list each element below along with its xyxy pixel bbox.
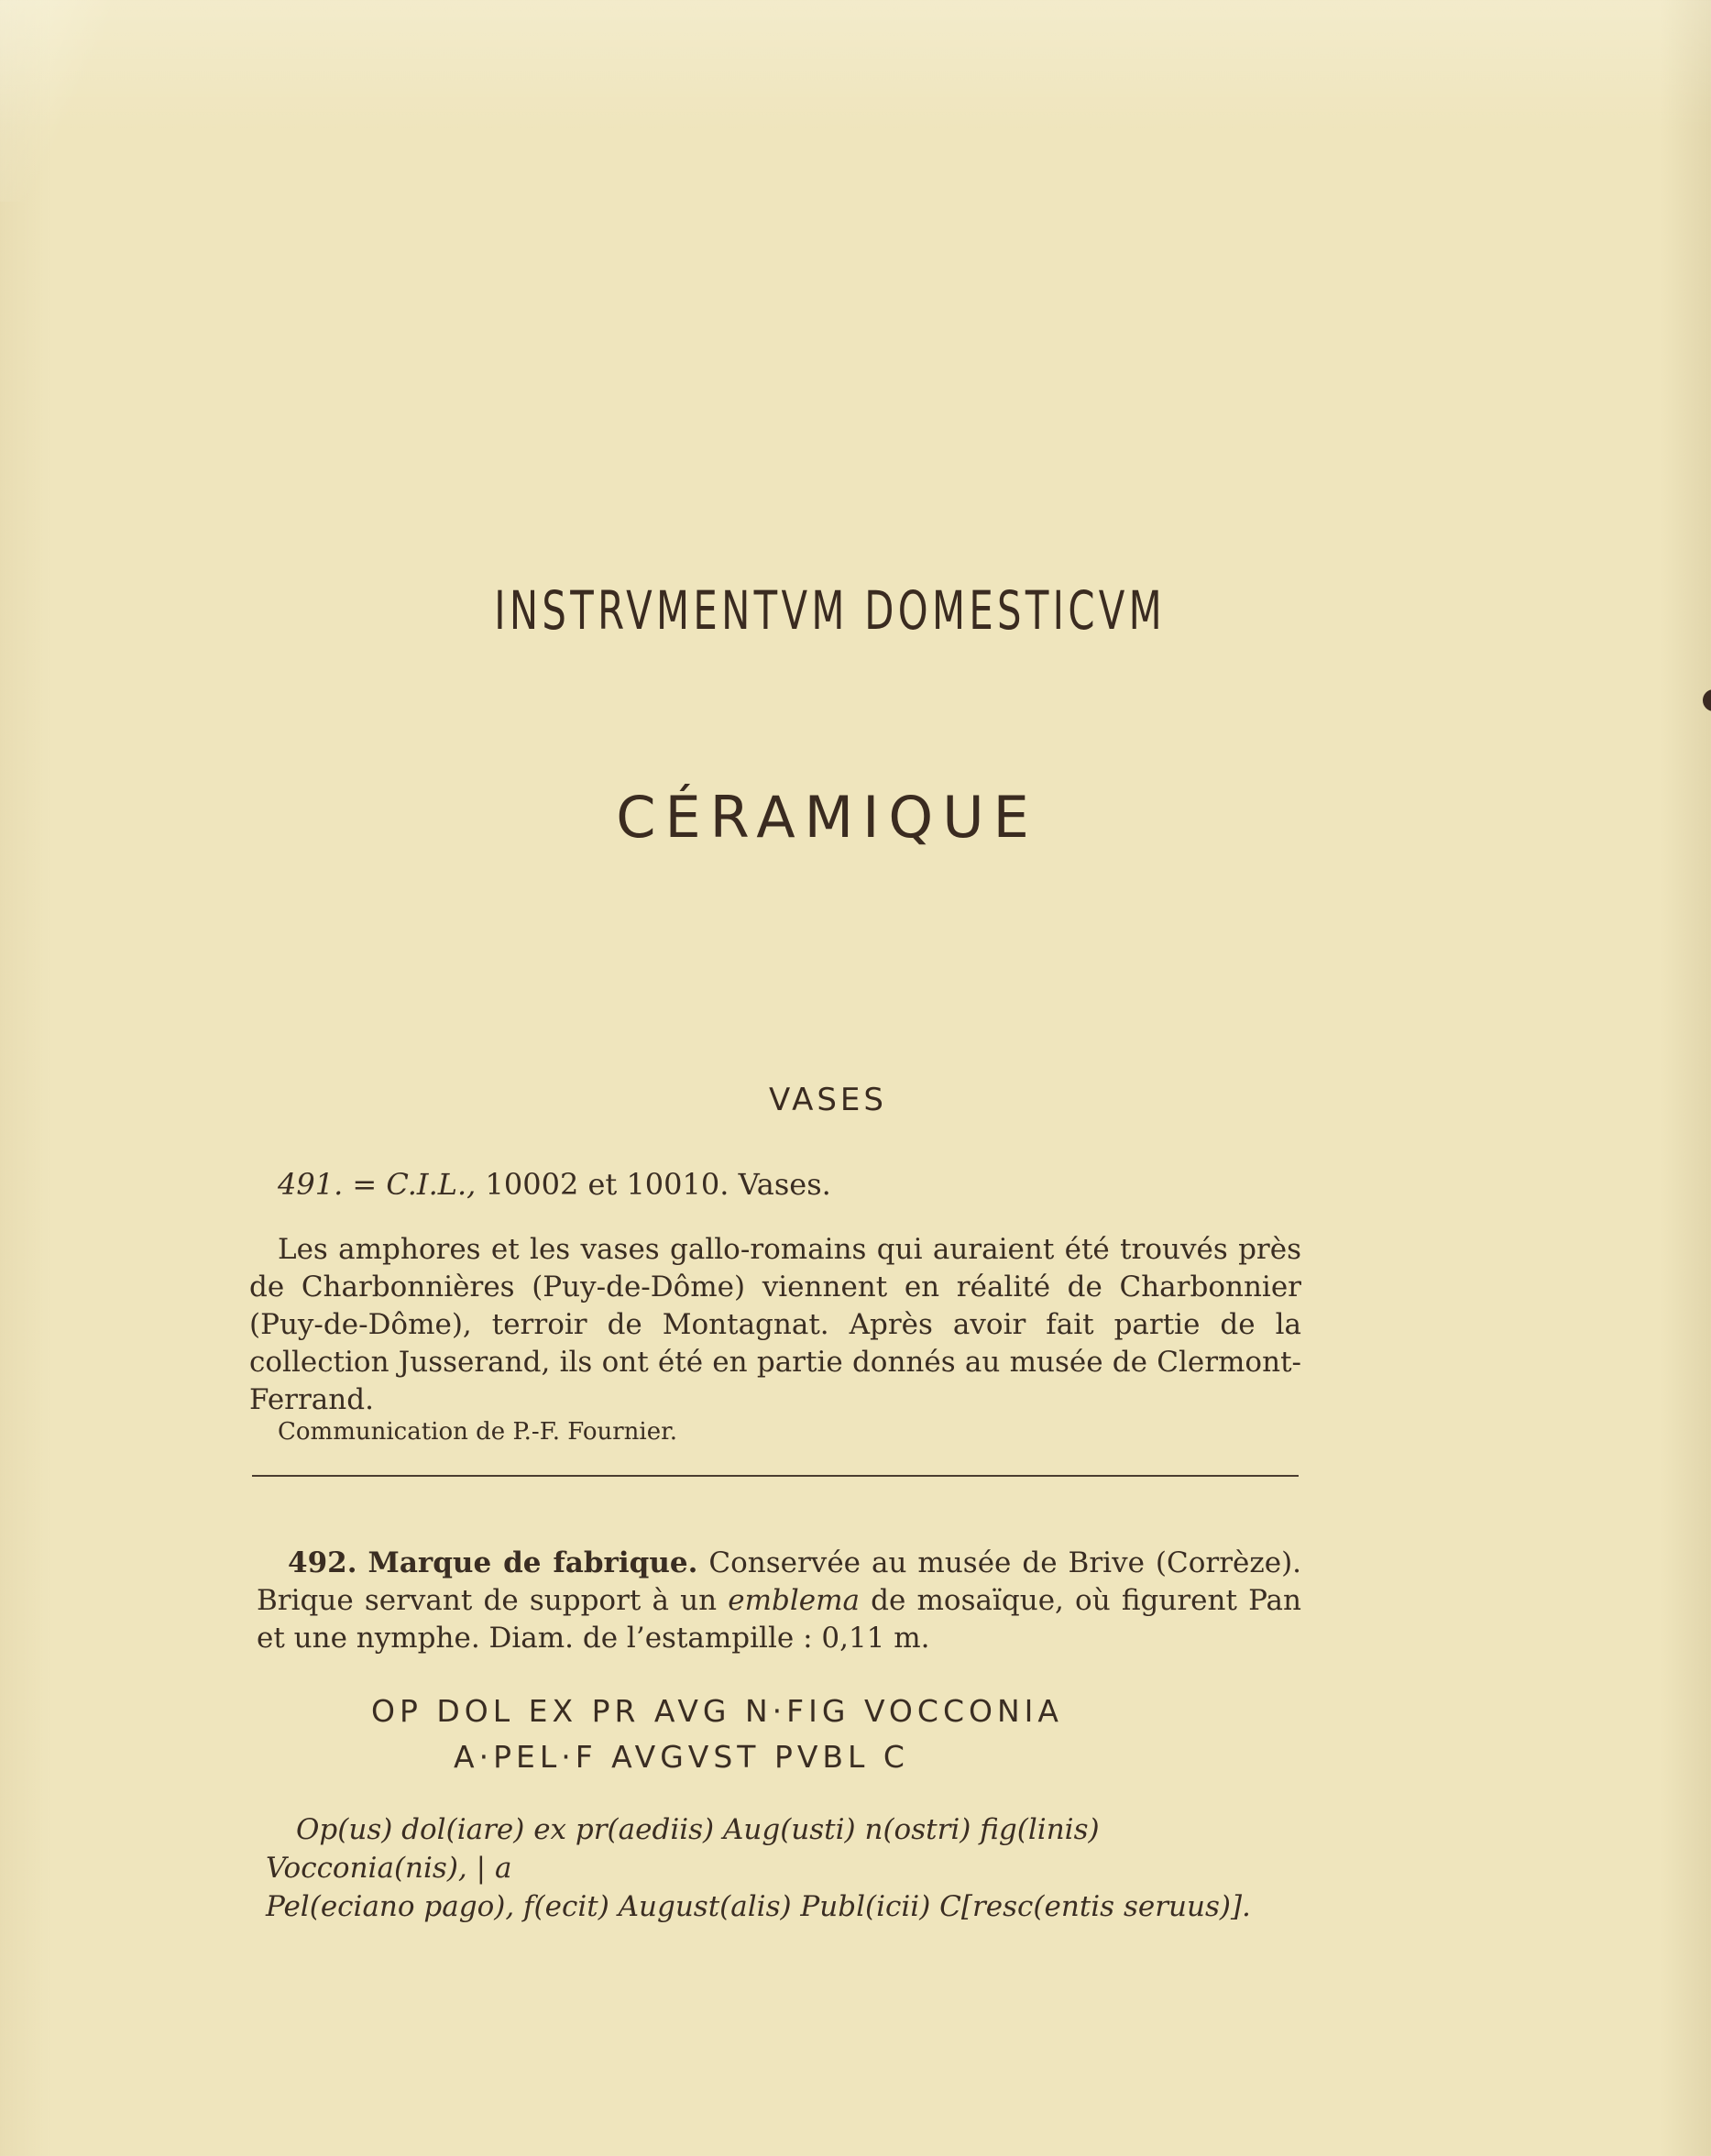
inscription-line-1: OP DOL EX PR AVG N·FIG VOCCONIA xyxy=(371,1693,1063,1729)
entry-491-eq: = xyxy=(352,1167,387,1202)
entry-492-text-a: Conservée au musée de Brive (Corrèze). Brique servant de support à un xyxy=(257,1546,1302,1617)
transcription xyxy=(266,1810,1303,1926)
page-fold-highlight xyxy=(0,0,110,202)
entry-492-text-b: de mosaïque, où figurent Pan et une nymphe. Diam. de l’estampille : 0,11 m. xyxy=(257,1584,1302,1655)
subsection-heading: VASES xyxy=(769,1082,887,1118)
transcription-line-2: Pel(eciano pago), f(ecit) August(alis) Publ(icii) C[resc(entis seruus)]. xyxy=(266,1890,1251,1923)
page-edge-mark xyxy=(1703,689,1711,711)
transcription-line-1: Op(us) dol(iare) ex pr(aediis) Aug(usti) n(ostri) fig(linis) Vocconia(nis), | a xyxy=(266,1813,1100,1885)
entry-492-italic: emblema xyxy=(728,1584,860,1617)
inscription-line-2: A·PEL·F AVGVST PVBL C xyxy=(454,1739,909,1775)
chapter-heading: CÉRAMIQUE xyxy=(616,784,1038,851)
entry-492-title: Marque de fabrique. xyxy=(367,1546,698,1579)
entry-491-paragraph: Les amphores et les vases gallo-romains qui auraient été trouvés près de Charbonnières (Puy-de-Dôme) viennent en réalité de Charbonnier (Puy-de-Dôme), terroir de Montagnat. Après avoir fait partie de la collection Jusserand, ils ont été en partie donnés au musée de Clermont-Ferrand. xyxy=(249,1233,1301,1416)
section-divider xyxy=(252,1475,1299,1477)
section-heading: INSTRVMENTVM DOMESTICVM xyxy=(494,579,1167,642)
entry-491-ref: 10002 et 10010. Vases. xyxy=(476,1167,831,1202)
entry-491-number: 491. xyxy=(278,1167,344,1202)
entry-491-source: C.I.L., xyxy=(386,1167,477,1202)
entry-491-header xyxy=(278,1167,831,1202)
entry-492-paragraph xyxy=(257,1545,1301,1657)
entry-491-communication: Communication de P.-F. Fournier. xyxy=(278,1418,677,1446)
entry-492-number: 492. xyxy=(288,1546,357,1579)
